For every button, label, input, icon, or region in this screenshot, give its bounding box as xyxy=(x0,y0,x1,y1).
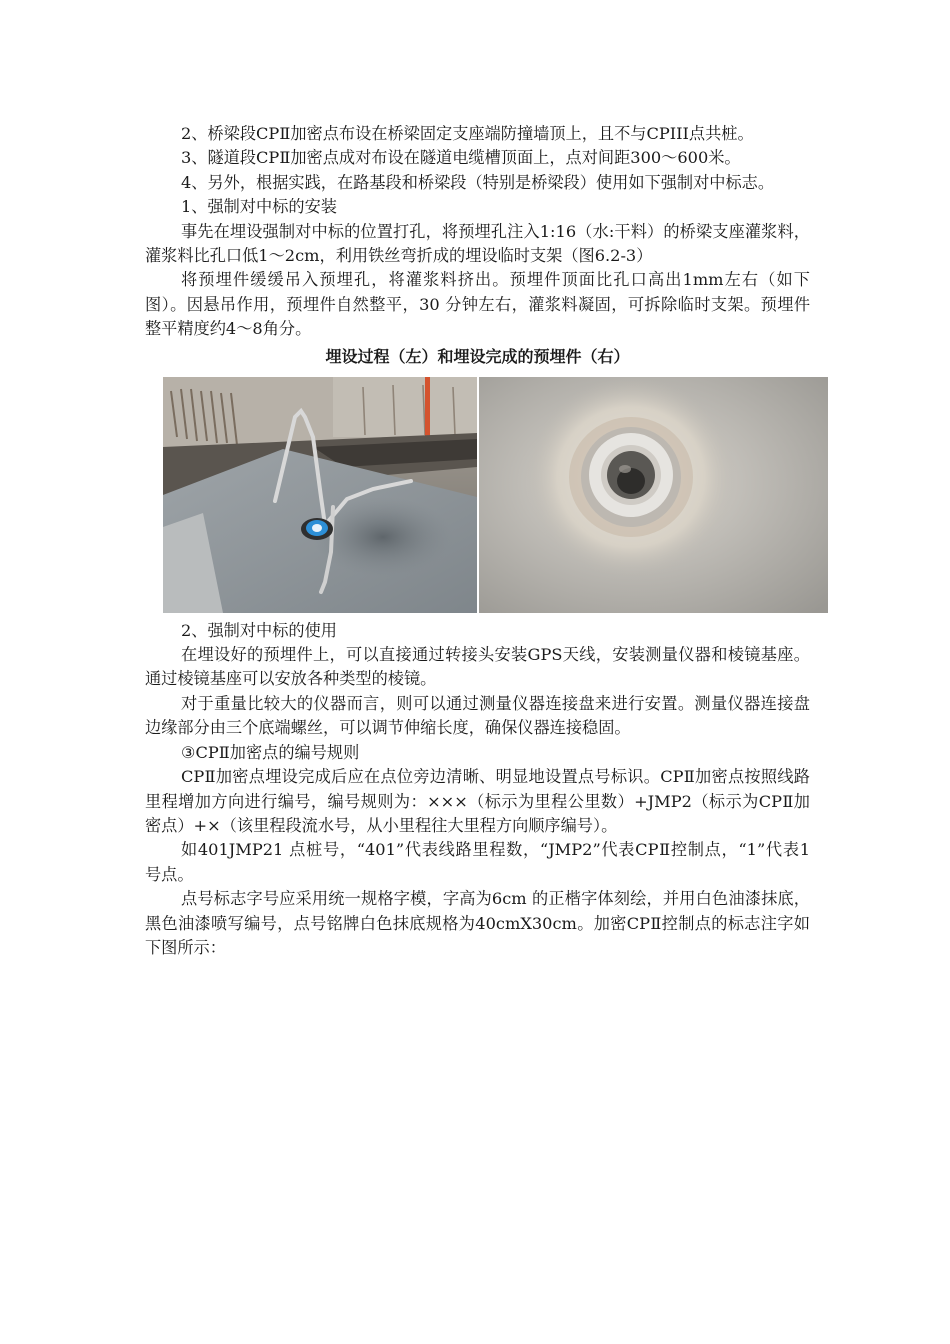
photo-pair xyxy=(163,377,828,613)
paragraph-bridge-cp2: 2、桥梁段CPⅡ加密点布设在桥梁固定支座端防撞墙顶上，且不与CPIII点共桩。 xyxy=(181,124,754,143)
paragraph-numbering-rule: CPⅡ加密点埋设完成后应在点位旁边清晰、明显地设置点号标识。CPⅡ加密点按照线路里程增加方向进行编号，编号规则为：×××（标示为里程公里数）+JMP2（标示为CPⅡ加密点）+×（该里程段流水号，从小里程往大里程方向顺序编号）。 xyxy=(145,767,810,835)
paragraph-connection-plate: 对于重量比较大的仪器而言，则可以通过测量仪器连接盘来进行安置。测量仪器连接盘边缘部分由三个底端螺丝，可以调节伸缩长度，确保仪器连接稳固。 xyxy=(145,693,810,738)
photo-right-embedded-part xyxy=(479,377,828,613)
figure-caption: 埋设过程（左）和埋设完成的预埋件（右） xyxy=(325,346,630,366)
section-heading-installation: 1、强制对中标的安装 xyxy=(181,197,337,217)
paragraph-gps-installation: 在埋设好的预埋件上，可以直接通过转接头安装GPS天线，安装测量仪器和棱镜基座。通过棱镜基座可以安放各种类型的棱镜。 xyxy=(145,645,810,689)
paragraph-marking-spec: 点号标志字号应采用统一规格字模，字高为6cm 的正楷字体刻绘，并用白色油漆抹底，黑色油漆喷写编号，点号铭牌白色抹底规格为40cmX30cm。加密CPⅡ控制点的标志注字如下图所示： xyxy=(145,889,810,957)
paragraph-forced-centering-note: 4、另外，根据实践，在路基段和桥梁段（特别是桥梁段）使用如下强制对中标志。 xyxy=(181,172,775,192)
paragraph-numbering-example: 如401JMP21 点桩号，“401”代表线路里程数，“JMP2”代表CPⅡ控制点，“1”代表1 号点。 xyxy=(145,840,810,884)
section-heading-usage: 2、强制对中标的使用 xyxy=(181,620,337,640)
document-body xyxy=(145,122,810,960)
paragraph-embedding: 将预埋件缓缓吊入预埋孔，将灌浆料挤出。预埋件顶面比孔口高出1mm左右（如下图）。因悬吊作用，预埋件自然整平，30 分钟左右，灌浆料凝固，可拆除临时支架。预埋件整平精度约4～8角分。 xyxy=(145,270,810,339)
section-heading-numbering: ③CPⅡ加密点的编号规则 xyxy=(181,742,360,762)
photo-left-embedding-process xyxy=(163,377,477,613)
paragraph-tunnel-cp2: 3、隧道段CPⅡ加密点成对布设在隧道电缆槽顶面上，点对间距300～600米。 xyxy=(181,148,741,168)
paragraph-drilling-grouting: 事先在埋设强制对中标的位置打孔，将预埋孔注入1:16（水:干料）的桥梁支座灌浆料，灌浆料比孔口低1～2cm，利用铁丝弯折成的埋设临时支架（图6.2-3） xyxy=(145,221,810,266)
embedding-photos xyxy=(163,377,828,613)
